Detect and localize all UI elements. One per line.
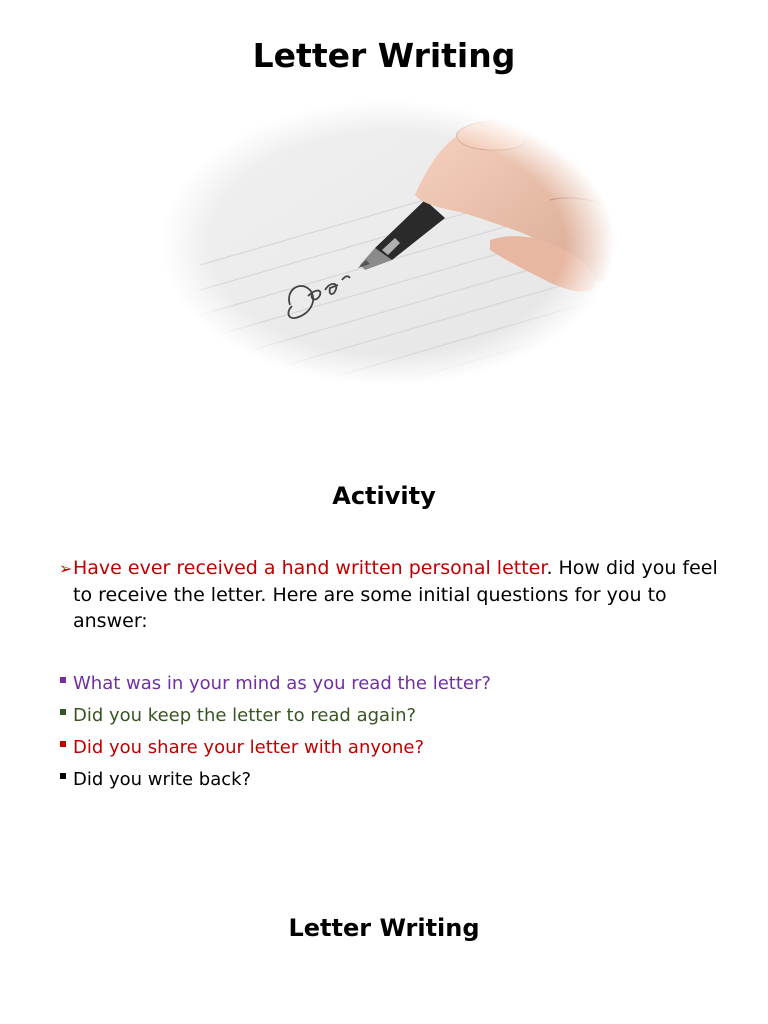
intro-rest-line1: . How did you feel	[546, 557, 718, 579]
activity-intro	[59, 555, 719, 634]
question-text: Did you share your letter with anyone?	[73, 737, 425, 758]
list-item	[60, 732, 491, 764]
list-item	[60, 764, 491, 796]
square-bullet-icon	[60, 709, 66, 715]
question-text: Did you write back?	[73, 769, 252, 790]
list-item	[60, 668, 491, 700]
hand-writing-letter-image	[160, 100, 615, 385]
question-text: What was in your mind as you read the letter?	[73, 673, 491, 694]
square-bullet-icon	[60, 677, 66, 683]
square-bullet-icon	[60, 773, 66, 779]
footer-title: Letter Writing	[288, 914, 480, 942]
intro-rest-line3: answer:	[73, 610, 148, 632]
activity-heading: Activity	[332, 482, 436, 510]
question-list	[60, 668, 491, 796]
square-bullet-icon	[60, 741, 66, 747]
question-text: Did you keep the letter to read again?	[73, 705, 417, 726]
page-title: Letter Writing	[252, 36, 516, 75]
list-item	[60, 700, 491, 732]
hand-writing-letter-icon	[160, 100, 615, 385]
intro-rest-line2: to receive the letter. Here are some initial questions for you to	[73, 584, 667, 606]
intro-highlight: Have ever received a hand written personal letter	[73, 557, 547, 579]
arrow-bullet-icon: ➢	[59, 559, 73, 578]
